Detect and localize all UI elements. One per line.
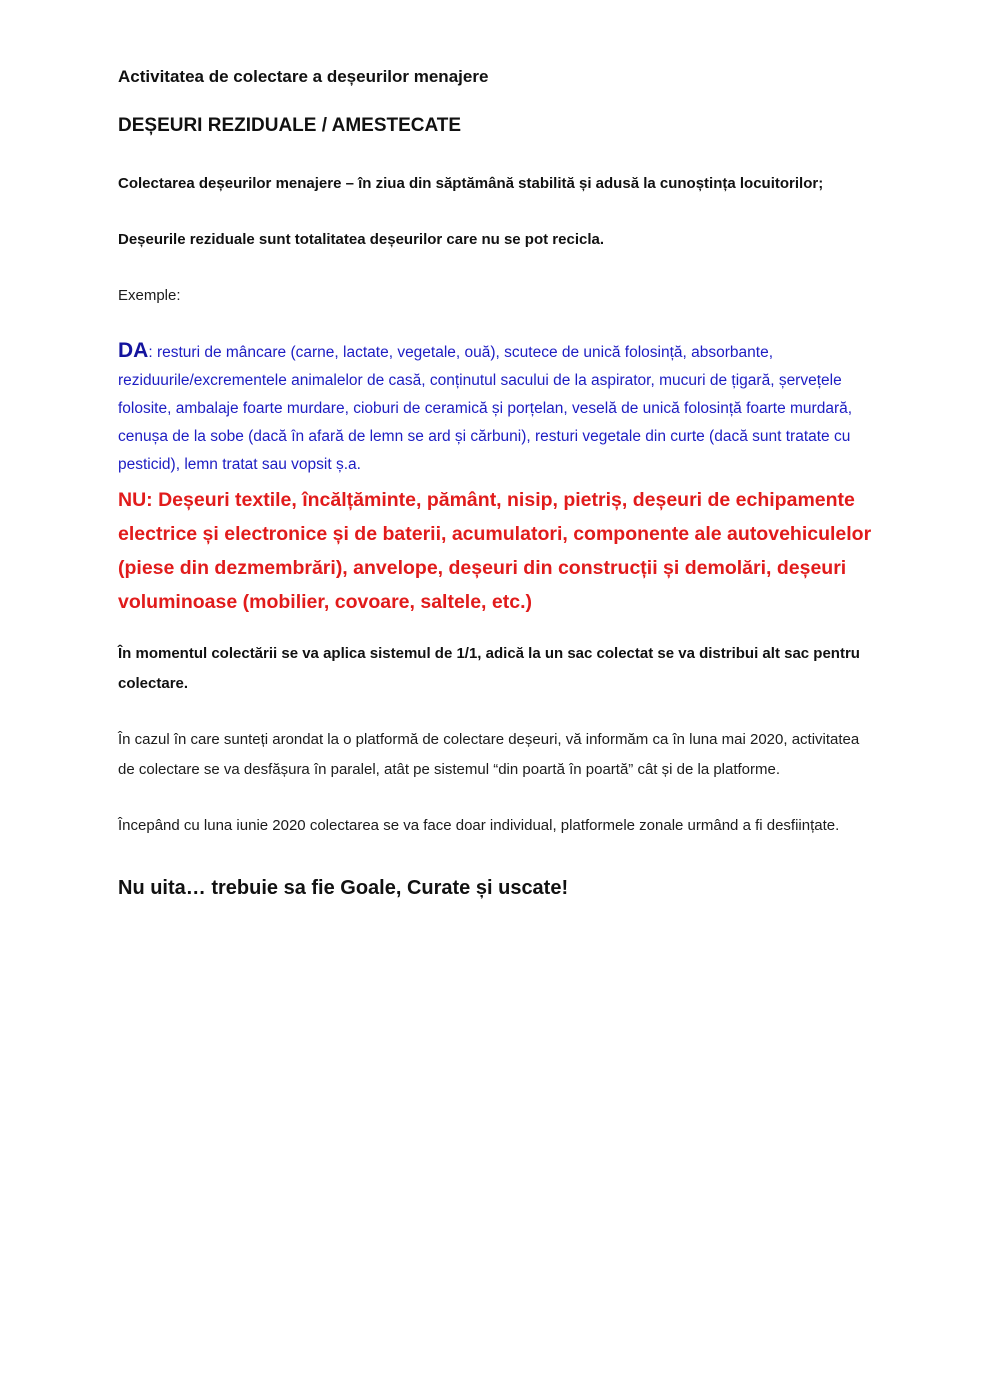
da-text: : resturi de mâncare (carne, lactate, vegetale, ouă), scutece de unică folosință, absorbante, reziduurile/excrementele animalelor de casă, conținutul sacului de la aspirator, mucuri de țigară, șervețele folosite, ambalaje foarte murdare, cioburi de ceramică și porțelan, veselă de unică folosință foarte murdară, cenușa de la sobe (dacă în afară de lemn se ard și cărbuni), resturi vegetale din curte (dacă sunt tratate cu pesticid), lemn tratat sau vopsit ș.a. xyxy=(118,343,853,473)
da-label: DA xyxy=(118,338,149,362)
paragraph-june-info: Începând cu luna iunie 2020 colectarea se va face doar individual, platformele zonale urmând a fi desființate. xyxy=(118,816,840,834)
paragraph-nu-forbidden-items: NU: Deșeuri textile, încălțăminte, pământ, nisip, pietriș, deșeuri de echipamente electrice și electronice și de baterii, acumulatori, componente ale autovehiculelor (piese din dezmembrări), anvelope, deșeuri din construcții și demolări, deșeuri voluminoase (mobilier, covoare, saltele, etc.) xyxy=(118,488,872,613)
paragraph-system-one-to-one: În momentul colectării se va aplica sistemul de 1/1, adică la un sac colectat se va distribui alt sac pentru colectare. xyxy=(118,644,860,692)
paragraph-platform-info: În cazul în care sunteți arondat la o platformă de colectare deșeuri, vă informăm ca în luna mai 2020, activitatea de colectare se va desfășura în paralel, atât pe sistemul “din poartă în poartă” cât și de la platforme. xyxy=(118,730,860,778)
paragraph-residual-definition: Deșeurile reziduale sunt totalitatea deșeurilor care nu se pot recicla. xyxy=(118,230,605,248)
paragraph-reminder: Nu uita… trebuie sa fie Goale, Curate și uscate! xyxy=(118,876,569,899)
document-subtitle: DEȘEURI REZIDUALE / AMESTECATE xyxy=(118,115,462,137)
document-title: Activitatea de colectare a deșeurilor menajere xyxy=(118,67,489,86)
paragraph-da-allowed-items xyxy=(118,337,873,479)
paragraph-collection-day: Colectarea deșeurilor menajere – în ziua din săptămână stabilită și adusă la cunoștința locuitorilor; xyxy=(118,174,824,192)
examples-label: Exemple: xyxy=(118,286,181,304)
